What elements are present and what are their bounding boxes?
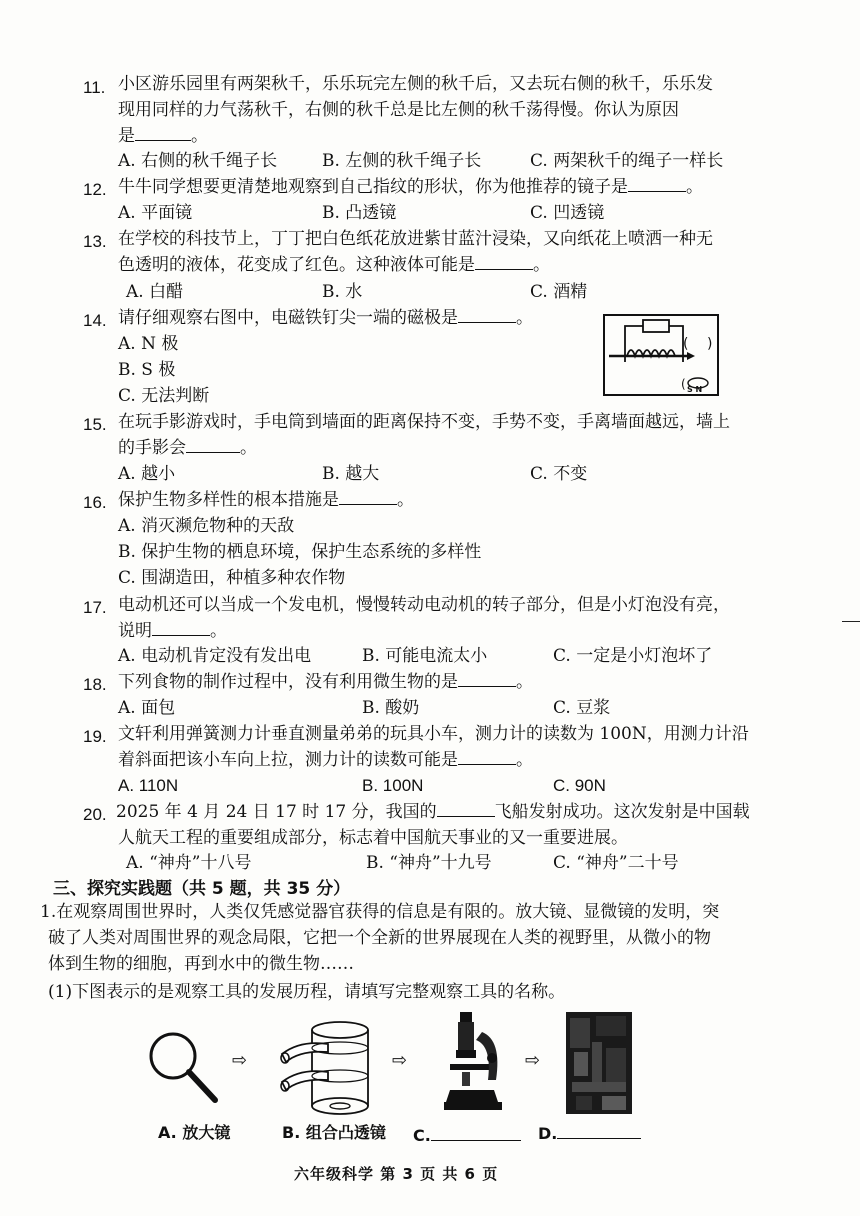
q19-line1: 文轩利用弹簧测力计垂直测量弟弟的玩具小车，测力计的读数为 100N，用测力计沿 <box>118 724 749 744</box>
s3-subquestion-1: (1)下图表示的是观察工具的发展历程，请填写完整观察工具的名称。 <box>48 982 566 1002</box>
answer-blank <box>437 800 495 817</box>
q11-line3: 是 。 <box>118 126 208 146</box>
answer-blank <box>339 488 397 505</box>
q17-line2: 说明 。 <box>118 621 227 641</box>
margin-mark <box>842 621 860 622</box>
microscope-icon <box>438 1010 514 1114</box>
electromagnet-circuit-figure <box>603 314 719 396</box>
s3-paragraph-line2: 破了人类对周围世界的观念局限，它把一个全新的世界展现在人类的视野里，从微小的物 <box>48 928 711 948</box>
answer-blank <box>475 253 533 270</box>
q14-option-c: C. 无法判断 <box>118 386 210 406</box>
electron-microscope-photo <box>566 1012 632 1114</box>
s3-paragraph-line3: 体到生物的细胞，再到水中的微生物…… <box>48 954 354 974</box>
q16-line1: 保护生物多样性的根本措施是 。 <box>118 490 414 510</box>
q20-option-a: A. “神舟”十八号 <box>126 853 252 873</box>
svg-text:(: ( <box>683 336 689 352</box>
q15-number: 15. <box>83 415 107 434</box>
q12-option-c: C. 凹透镜 <box>530 203 605 223</box>
q20-line1: 2025 年 4 月 24 日 17 时 17 分，我国的 飞船发射成功。这次发射是中国载 <box>116 802 750 822</box>
svg-text:): ) <box>707 336 713 352</box>
answer-blank <box>431 1124 521 1141</box>
section-title: 三、探究实践题（共 5 题，共 35 分） <box>53 879 351 899</box>
coil-icon <box>627 350 675 356</box>
q14-option-b: B. S 极 <box>118 360 176 380</box>
tool-label-d: D. <box>538 1122 641 1143</box>
q17-option-c: C. 一定是小灯泡坏了 <box>553 646 713 666</box>
q15-option-a: A. 越小 <box>118 464 176 484</box>
q19-option-b: B. 100N <box>362 776 424 795</box>
q11-option-b: B. 左侧的秋千绳子长 <box>322 151 482 171</box>
tool-label-a: A. 放大镜 <box>158 1123 231 1142</box>
q17-option-a: A. 电动机肯定没有发出电 <box>118 646 312 666</box>
q13-option-c: C. 酒精 <box>530 282 588 302</box>
svg-text:(: ( <box>681 377 686 391</box>
answer-blank <box>458 670 516 687</box>
answer-blank <box>628 175 686 192</box>
q19-number: 19. <box>83 727 107 746</box>
battery-icon <box>643 320 669 332</box>
q18-number: 18. <box>83 675 107 694</box>
q16-option-b: B. 保护生物的栖息环境，保护生态系统的多样性 <box>118 542 482 562</box>
q20-option-b: B. “神舟”十九号 <box>366 853 492 873</box>
magnifier-icon <box>145 1028 225 1108</box>
q13-line1: 在学校的科技节上，丁丁把白色纸花放进紫甘蓝汁浸染，又向纸花上喷洒一种无 <box>118 229 713 249</box>
tool-label-c: C. <box>413 1124 521 1145</box>
s3-paragraph-line1: 1.在观察周围世界时，人类仅凭感觉器官获得的信息是有限的。放大镜、显微镜的发明，突 <box>40 902 720 922</box>
arrow-icon: ⇨ <box>525 1050 541 1071</box>
q14-option-a: A. N 极 <box>118 334 179 354</box>
q17-number: 17. <box>83 598 107 617</box>
q13-option-a: A. 白醋 <box>126 282 184 302</box>
q12-option-b: B. 凸透镜 <box>322 203 397 223</box>
answer-blank <box>186 436 240 453</box>
q13-number: 13. <box>83 232 107 251</box>
answer-blank <box>458 748 516 765</box>
combined-lens-tube-icon <box>280 1018 380 1120</box>
q15-option-c: C. 不变 <box>530 464 588 484</box>
q18-option-c: C. 豆浆 <box>553 698 611 718</box>
q13-line2: 色透明的液体，花变成了红色。这种液体可能是 。 <box>118 255 550 275</box>
q12-number: 12. <box>83 180 107 199</box>
q15-option-b: B. 越大 <box>322 464 380 484</box>
answer-blank <box>458 306 516 323</box>
arrow-icon: ⇨ <box>392 1050 408 1071</box>
answer-blank <box>135 124 191 141</box>
page-footer: 六年级科学 第 3 页 共 6 页 <box>294 1165 499 1183</box>
q15-line1: 在玩手影游戏时，手电筒到墙面的距离保持不变，手势不变，手离墙面越远，墙上 <box>118 412 730 432</box>
q13-option-b: B. 水 <box>322 282 363 302</box>
q14-line1: 请仔细观察右图中，电磁铁钉尖一端的磁极是 。 <box>118 308 533 328</box>
arrow-icon: ⇨ <box>232 1050 248 1071</box>
q17-line1: 电动机还可以当成一个发电机，慢慢转动电动机的转子部分，但是小灯泡没有亮， <box>118 595 730 615</box>
q11-option-c: C. 两架秋千的绳子一样长 <box>530 151 724 171</box>
q18-line1: 下列食物的制作过程中，没有利用微生物的是 。 <box>118 672 533 692</box>
q12-line1: 牛牛同学想要更清楚地观察到自己指纹的形状，你为他推荐的镜子是 。 <box>118 177 703 197</box>
compass-label: S N <box>687 385 703 394</box>
q12-option-a: A. 平面镜 <box>118 203 193 223</box>
q19-option-a: A. 110N <box>118 776 179 795</box>
q11-option-a: A. 右侧的秋千绳子长 <box>118 151 278 171</box>
q19-option-c: C. 90N <box>553 776 606 795</box>
q11-number: 11. <box>83 78 106 97</box>
q16-number: 16. <box>83 493 107 512</box>
q16-option-c: C. 围湖造田，种植多种农作物 <box>118 568 346 588</box>
q14-number: 14. <box>83 311 107 330</box>
q20-line2: 人航天工程的重要组成部分，标志着中国航天事业的又一重要进展。 <box>118 828 628 848</box>
q20-number: 20. <box>83 805 107 824</box>
q18-option-a: A. 面包 <box>118 698 176 718</box>
q19-line2: 着斜面把该小车向上拉，测力计的读数可能是 。 <box>118 750 533 770</box>
q16-option-a: A. 消灭濒危物种的天敌 <box>118 516 295 536</box>
q20-option-c: C. “神舟”二十号 <box>553 853 679 873</box>
q11-line2: 现用同样的力气荡秋千，右侧的秋千总是比左侧的秋千荡得慢。你认为原因 <box>118 100 679 120</box>
answer-blank <box>152 619 210 636</box>
q18-option-b: B. 酸奶 <box>362 698 420 718</box>
q17-option-b: B. 可能电流太小 <box>362 646 488 666</box>
answer-blank <box>557 1122 641 1139</box>
q15-line2: 的手影会 。 <box>118 438 257 458</box>
tool-label-b: B. 组合凸透镜 <box>282 1123 386 1142</box>
q11-line1: 小区游乐园里有两架秋千，乐乐玩完左侧的秋千后，又去玩右侧的秋千，乐乐发 <box>118 74 713 94</box>
